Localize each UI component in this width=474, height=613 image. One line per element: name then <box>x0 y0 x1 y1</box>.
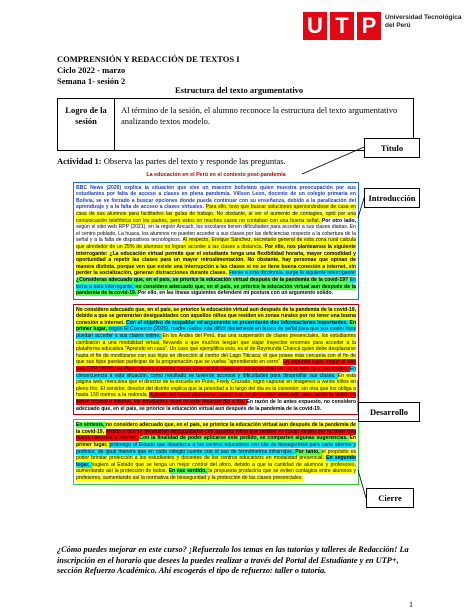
course-title: COMPRENSIÓN Y REDACCIÓN DE TEXTOS I <box>57 54 240 64</box>
development-segment: No considero adecuado que, en el país, se priorice la educación virtual aun después de la pandemia de la covid-19, debido a que se generarían desigualdades con aquellos niños que residen en zonas rurales por no tener una buena conexión a internet. <box>76 306 356 326</box>
closing-segment: Con la finalidad de poder aplicarse este pedido, se comparten algunas sugerencias. <box>139 435 350 442</box>
closing-paragraph <box>76 422 356 481</box>
closing-segment: En segundo lugar, <box>76 455 356 468</box>
arrow-closing <box>358 470 366 498</box>
footer-reinforcement-note: ¿Cómo puedes mejorar en este curso? ¡Refuerzalo los temas en las tutorías y talleres de Redacción! La inscripción en el horario que desees la puedes realizar a través del Portal del Estudiante y en UTP+, sección Refuerzo Académico. Ahí escogerás el tipo de refuerzo: taller o tutoría. <box>57 545 409 575</box>
closing-segment: la propuesta produciría que se eviten contagios entre alumnos y profesores, aumentando así la normativa de bioseguridad y la protección de las clases presenciales. <box>76 468 356 481</box>
intro-segment: BBC News (2020) explica la situación que vive un maestro boliviano quien muestra preocupación por sus estudiantes por falta de acceso a clases en plena pandemia. Villson Leon, docente de un colegio primaria en Bolivia, se ve forzado a buscar opciones donde pueda continuar con su enseñanza, debido a la paralización del aprendizaje y a la falta de acceso a clases virtuales. <box>76 184 356 211</box>
development-segment: según El Comercio (2020), madre realiza ruta difícil diariamente en busca de señal para que sus cuatro hijos puedan acceder a sus clases online. <box>76 326 356 340</box>
activity-instruction <box>57 156 286 166</box>
activity-text: Observa las partes del texto y responde las preguntas. <box>101 156 286 166</box>
development-segment: En razón de lo antes expuesto, no considero adecuado que, en el país, se priorice la educación virtual aun después de la pandemia de la covid-19. <box>76 399 357 412</box>
label-development: Desarrollo <box>358 402 420 422</box>
article-title: La educación en el Perú en el contexto post-pandemia <box>146 172 286 178</box>
intro-segment: según el sitio web RPP (2021), en la región Ancash, los escolares tienen dificultades para acceder a sus clases diarias. En el centro poblado, La huaca, los alumnos no pueden acceder a sus clases por las deficiencias respecto a la cobertura de la señal y a la falta de dispositivos tecnológicos. <box>76 224 356 244</box>
goal-text: Al término de la sesión, el alumno reconoce la estructura del texto argumentativo analizando textos modelo. <box>121 105 398 126</box>
development-segment: En los Andes del Perú, tras una suspensión de clases presenciales, los estudiantes cambiaron a una modalidad virtual, llevando a que muchos tengan que viajar trayectos enormes para acceder a la plataforma educativa "Aprendo en casa". Un caso que ejemplifica esto, es el de Raymunda Chancá quien debe desplazarse hasta el fin de movilizarse con sus hijos en dirección al centro del Lago Titicaca; el que posee más cercanía con el fin de que sus hijos puedan participar de la programación que se vuelva "aprendiendo en cerro". <box>76 333 356 366</box>
intro-segment: No obstante, al ver el aumento de contagios, optó por una comunicación telefónica con los padres, pero estos en muchos casos no contaban con una buena señal. <box>76 210 356 224</box>
development-segment: En primer lugar, <box>76 319 356 333</box>
closing-segment: propongo al Estado que abastezca a los centros educativos con kits de bioseguridad para cada alumno y profesor, de igual manera que en cada colegio cuente con el uso de termómetros infrarrojos. <box>76 441 356 455</box>
logo-university-name: Universidad Tecnológica del Perú <box>385 14 462 29</box>
closing-segment: Por tanto, <box>295 448 322 455</box>
closing-segment: En primer lugar, <box>76 435 356 448</box>
introduction-section <box>73 182 359 300</box>
intro-segment: Al respecto, Enrique Sánchez, secretario general de esta zona rural calcula que alrededor de un 25% de alumnos no logran acceder a las clases a distancia. <box>76 237 356 250</box>
logo-letter-u: U <box>303 12 327 40</box>
logo-letter-t: T <box>330 12 354 40</box>
intro-segment: Por ello, nos planteamos la siguiente interrogante: ¿La educación virtual permite que el estudiante tenga una flexibilidad horaria, mayor comodidad y oportunidad a repetir las clases para un mayor retroalimentación. <box>76 243 356 264</box>
label-closing: Cierre <box>366 488 414 508</box>
introduction-paragraph <box>76 185 356 297</box>
intro-segment: No obstante, hay personas que opinan de manera distinta, porque ven que existe una interrupción a las clases si no se tiene buena conexión a internet, sin perder la socialización, generan distracciones durante clases. <box>76 257 356 277</box>
intro-segment: Por ello, en las líneas siguientes defenderé mi postura con un argumento sólido. <box>137 290 334 297</box>
page-number: 1 <box>409 600 413 609</box>
closing-segment: debido a que se generarían desigualdades con aquellos niños que residen en zonas rurales por no tener una buena conexión a internet. <box>76 428 356 442</box>
intro-segment: Frente a esta dicotomía, surge la siguiente interrogante: <box>228 270 356 277</box>
development-segment: En consecuencia a esta situación, como resultado se tuvieron accesos y dificultades para desarrollar sus clases. <box>76 366 356 379</box>
closing-segment: En síntesis, <box>76 422 106 429</box>
argumentative-article <box>73 170 359 489</box>
development-paragraph <box>76 307 356 413</box>
closing-section <box>73 419 359 484</box>
label-introduction: Introducción <box>364 188 420 208</box>
closing-segment: no considero adecuado que, en el país, se priorice la educación virtual aun después de la pandemia de la covid-19, <box>76 422 356 435</box>
development-segment: A pesar del frío el alumno no cuenta con un dispositivo adecuado para recibir la señal, no tienen acceso a internet, los estudiantes viven en esta situación día a día. <box>76 392 356 405</box>
development-section <box>73 304 359 416</box>
course-week: Semana 1- sesión 2 <box>57 76 126 86</box>
closing-segment: sugiero al Estado que se tenga un mejor control del aforo, debido a que la cantidad de alumnos y profesores, aumentando así la protección de todos. <box>76 461 356 475</box>
label-title: Título <box>364 138 420 158</box>
development-segment: Con el objetivo de respaldar mi argumento se presentarán dos informaciones importantes. <box>126 319 350 326</box>
course-cycle: Ciclo 2022 - marzo <box>57 65 126 75</box>
session-goal-table <box>57 98 414 151</box>
intro-segment: ¿Consideras adecuado que, en el país, se priorice la educación virtual después de la pandemia de la covid-19? <box>76 276 350 283</box>
closing-segment: En ese sentido, <box>168 468 209 475</box>
activity-label: Actividad 1: <box>57 156 102 166</box>
course-header <box>57 54 240 87</box>
intro-segment: Para ello, tuvo que buscar soluciones apersonándose de casa en casa de sus alumnos para facilitarles las guías de trabajo. <box>76 204 356 217</box>
goal-label: Logro de la sesión <box>58 99 115 150</box>
closing-segment: el propósito es poder brindar protección a los estudiantes y docentes de los centros educativos en modalidad presencial. <box>76 448 356 462</box>
logo-letter-p: P <box>357 12 381 40</box>
development-segment: En esta página web, menciona que el director de la escuela en Puno, Fredy Cruzado, logró capturar en imágenes a varios niños en pleno frío. El servidor, director del distrito explica que la prioridad a lo largo del día es la conexión; sin otra que los obliga a hasta 150 metros a la redonda. <box>76 372 356 399</box>
intro-segment: Por otro lado, <box>321 217 356 224</box>
utp-logo <box>303 12 473 52</box>
development-segment: En segundo lugar, según el sitio web RPP (2020), en Puno, alumnos subían cerros para recibir clases en espacios abiertos por la falta de conectividad. <box>76 359 356 373</box>
intro-segment: no considero adecuado que, en el país, se priorice la educación virtual aun después de la pandemia de la covid-19. <box>76 283 356 297</box>
page-title: Estructura del texto argumentativo <box>175 85 304 95</box>
intro-segment: En torno a esta interrogante, <box>76 276 356 290</box>
